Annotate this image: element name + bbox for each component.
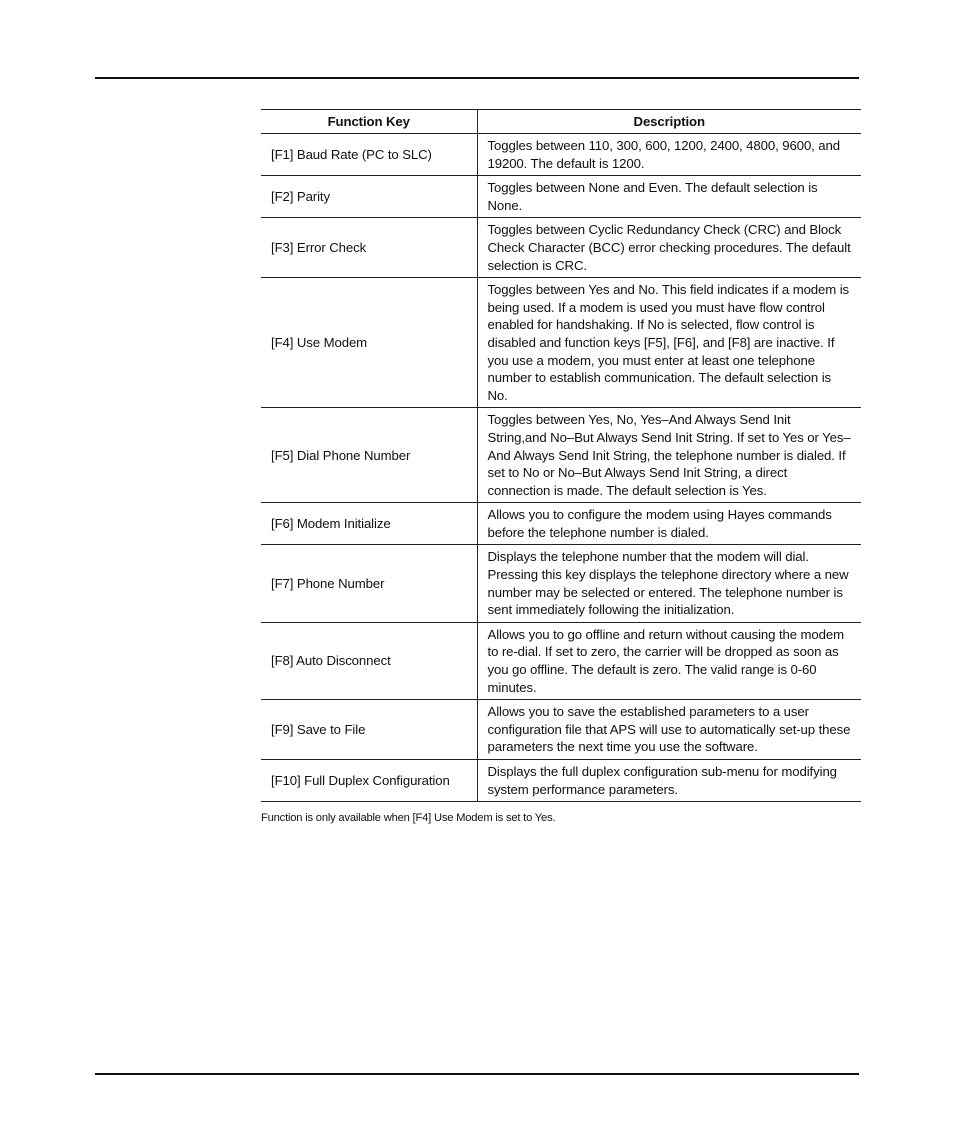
table-row [261, 503, 861, 545]
description-cell: Toggles between Yes and No. This field indicates if a modem is being used. If a modem is used you must have flow control enabled for handshaking. If No is selected, flow control is disabled and function keys [F5], [F6], and [F8] are inactive. If you use a modem, you must enter at least one telephone number to establish communication. The default selection is No. [477, 278, 861, 408]
function-key-cell: [F3] Error Check [261, 218, 477, 278]
function-key-cell: [F10] Full Duplex Configuration [261, 760, 477, 802]
description-cell: Displays the full duplex configuration sub-menu for modifying system performance parameters. [477, 760, 861, 802]
function-key-cell: [F8] Auto Disconnect [261, 622, 477, 699]
description-cell: Toggles between None and Even. The default selection is None. [477, 176, 861, 218]
description-cell: Allows you to configure the modem using Hayes commands before the telephone number is dialed. [477, 503, 861, 545]
table-row [261, 278, 861, 408]
table-row [261, 218, 861, 278]
function-key-cell: [F7] Phone Number [261, 545, 477, 622]
description-cell: Toggles between 110, 300, 600, 1200, 2400, 4800, 9600, and 19200. The default is 1200. [477, 134, 861, 176]
table-row [261, 408, 861, 503]
function-key-cell: [F4] Use Modem [261, 278, 477, 408]
function-key-table [261, 109, 861, 802]
description-cell: Toggles between Yes, No, Yes–And Always Send Init String,and No–But Always Send Init String. If set to Yes or Yes–And Always Send Init String, the telephone number is dialed. If set to No or No–But Always Send Init String, a direct connection is made. The default selection is Yes. [477, 408, 861, 503]
function-key-cell: [F5] Dial Phone Number [261, 408, 477, 503]
table-row [261, 760, 861, 802]
table-row [261, 545, 861, 622]
footer-rule [95, 1073, 859, 1075]
description-cell: Toggles between Cyclic Redundancy Check (CRC) and Block Check Character (BCC) error checking procedures. The default selection is CRC. [477, 218, 861, 278]
column-header-description: Description [477, 110, 861, 134]
function-key-table-container [261, 109, 861, 802]
function-key-cell: [F6] Modem Initialize [261, 503, 477, 545]
table-header-row [261, 110, 861, 134]
column-header-function-key: Function Key [261, 110, 477, 134]
table-footnote: Function is only available when [F4] Use Modem is set to Yes. [261, 812, 556, 824]
function-key-cell: [F2] Parity [261, 176, 477, 218]
function-key-cell: [F9] Save to File [261, 700, 477, 760]
description-cell: Displays the telephone number that the modem will dial. Pressing this key displays the telephone directory where a new number may be selected or entered. The telephone number is sent immediately following the initialization. [477, 545, 861, 622]
table-row [261, 134, 861, 176]
header-rule [95, 77, 859, 79]
table-row [261, 622, 861, 699]
description-cell: Allows you to save the established parameters to a user configuration file that APS will use to automatically set-up these parameters the next time you use the software. [477, 700, 861, 760]
table-row [261, 700, 861, 760]
description-cell: Allows you to go offline and return without causing the modem to re-dial. If set to zero, the carrier will be dropped as soon as you go offline. The default is zero. The valid range is 0-60 minutes. [477, 622, 861, 699]
function-key-cell: [F1] Baud Rate (PC to SLC) [261, 134, 477, 176]
table-row [261, 176, 861, 218]
